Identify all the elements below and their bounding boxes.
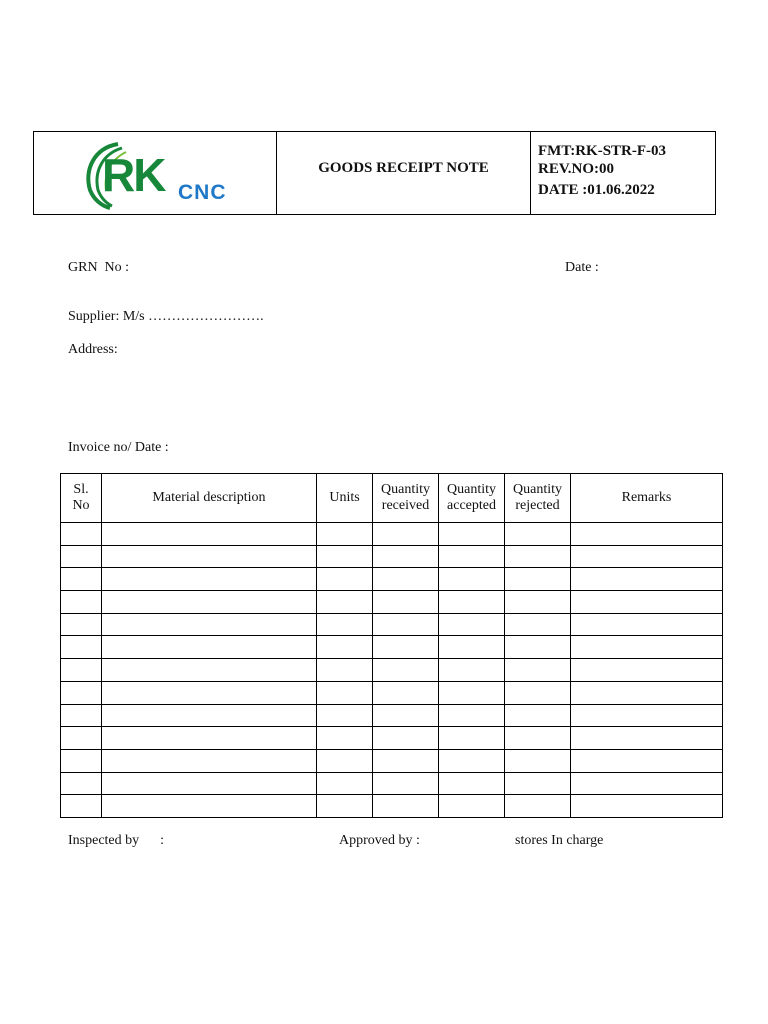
company-logo: [80, 140, 250, 210]
table-cell[interactable]: [102, 568, 317, 591]
table-cell[interactable]: [505, 545, 571, 568]
table-cell[interactable]: [373, 568, 439, 591]
col-units: Units: [317, 474, 373, 523]
table-cell[interactable]: [317, 727, 373, 750]
logo-sub-text: CNC: [178, 181, 227, 204]
table-cell[interactable]: [373, 681, 439, 704]
table-cell[interactable]: [439, 568, 505, 591]
stores-in-charge-label: stores In charge: [515, 833, 604, 848]
col-remarks: Remarks: [571, 474, 723, 523]
table-cell[interactable]: [317, 568, 373, 591]
table-row: [61, 659, 723, 682]
table-cell[interactable]: [439, 636, 505, 659]
table-cell[interactable]: [61, 772, 102, 795]
table-cell[interactable]: [102, 636, 317, 659]
document-meta: [531, 132, 715, 214]
table-row: [61, 727, 723, 750]
table-row: [61, 591, 723, 614]
table-cell[interactable]: [571, 681, 723, 704]
table-cell[interactable]: [439, 591, 505, 614]
format-number: FMT:RK-STR-F-03: [538, 143, 667, 159]
table-cell[interactable]: [439, 795, 505, 818]
table-cell[interactable]: [61, 636, 102, 659]
table-cell[interactable]: [61, 545, 102, 568]
table-cell[interactable]: [571, 749, 723, 772]
table-cell[interactable]: [505, 591, 571, 614]
table-cell[interactable]: [439, 749, 505, 772]
table-cell[interactable]: [373, 545, 439, 568]
table-cell[interactable]: [505, 772, 571, 795]
table-cell[interactable]: [439, 681, 505, 704]
document-title: GOODS RECEIPT NOTE: [318, 160, 489, 176]
table-cell[interactable]: [571, 591, 723, 614]
table-cell[interactable]: [317, 523, 373, 546]
table-body: [61, 523, 723, 818]
table-cell[interactable]: [102, 613, 317, 636]
table-cell[interactable]: [505, 659, 571, 682]
table-cell[interactable]: [439, 704, 505, 727]
table-row: [61, 772, 723, 795]
logo-cell: [34, 132, 277, 214]
document-date: DATE :01.06.2022: [538, 182, 655, 198]
logo-brand-text: RK: [102, 149, 165, 201]
table-cell[interactable]: [439, 727, 505, 750]
col-quantity-accepted: Quantity accepted: [439, 474, 505, 523]
table-cell[interactable]: [373, 772, 439, 795]
table-cell[interactable]: [571, 772, 723, 795]
table-cell[interactable]: [571, 636, 723, 659]
table-cell[interactable]: [317, 636, 373, 659]
table-cell[interactable]: [61, 591, 102, 614]
table-cell[interactable]: [571, 523, 723, 546]
table-cell[interactable]: [571, 659, 723, 682]
table-cell[interactable]: [317, 749, 373, 772]
table-row: [61, 636, 723, 659]
table-cell[interactable]: [102, 727, 317, 750]
table-row: [61, 568, 723, 591]
table-cell[interactable]: [61, 795, 102, 818]
table-cell[interactable]: [571, 727, 723, 750]
table-cell[interactable]: [102, 659, 317, 682]
table-cell[interactable]: [505, 523, 571, 546]
table-row: [61, 523, 723, 546]
table-header-row: [61, 474, 723, 523]
table-row: [61, 795, 723, 818]
table-cell[interactable]: [61, 613, 102, 636]
table-cell[interactable]: [102, 523, 317, 546]
table-cell[interactable]: [102, 795, 317, 818]
table-cell[interactable]: [439, 613, 505, 636]
table-cell[interactable]: [571, 613, 723, 636]
table-cell[interactable]: [439, 523, 505, 546]
table-cell[interactable]: [61, 704, 102, 727]
table-cell[interactable]: [373, 749, 439, 772]
table-row: [61, 681, 723, 704]
table-cell[interactable]: [373, 727, 439, 750]
table-cell[interactable]: [317, 659, 373, 682]
table-cell[interactable]: [571, 795, 723, 818]
table-cell[interactable]: [61, 659, 102, 682]
table-cell[interactable]: [505, 727, 571, 750]
table-cell[interactable]: [61, 749, 102, 772]
date-label: Date :: [565, 260, 599, 275]
table-cell[interactable]: [61, 727, 102, 750]
table-cell[interactable]: [571, 704, 723, 727]
table-cell[interactable]: [373, 636, 439, 659]
table-cell[interactable]: [102, 681, 317, 704]
table-cell[interactable]: [317, 613, 373, 636]
table-cell[interactable]: [102, 749, 317, 772]
table-cell[interactable]: [373, 795, 439, 818]
table-cell[interactable]: [439, 545, 505, 568]
table-cell[interactable]: [102, 545, 317, 568]
table-cell[interactable]: [505, 681, 571, 704]
table-cell[interactable]: [505, 636, 571, 659]
supplier-label: Supplier: M/s …………………….: [68, 309, 264, 324]
inspected-by-label: Inspected by :: [68, 833, 165, 848]
table-cell[interactable]: [505, 704, 571, 727]
title-cell: [277, 132, 531, 214]
table-cell[interactable]: [102, 591, 317, 614]
table-row: [61, 545, 723, 568]
col-quantity-received: Quantity received: [373, 474, 439, 523]
table-cell[interactable]: [373, 704, 439, 727]
table-cell[interactable]: [571, 545, 723, 568]
table-cell[interactable]: [505, 568, 571, 591]
col-sl-no: Sl. No: [61, 474, 102, 523]
table-row: [61, 613, 723, 636]
table-cell[interactable]: [317, 772, 373, 795]
table-cell[interactable]: [505, 749, 571, 772]
table-cell[interactable]: [505, 613, 571, 636]
approved-by-label: Approved by :: [339, 833, 420, 848]
table-cell[interactable]: [61, 523, 102, 546]
table-row: [61, 749, 723, 772]
goods-table: [60, 473, 723, 818]
invoice-label: Invoice no/ Date :: [68, 440, 169, 455]
table-cell[interactable]: [373, 523, 439, 546]
revision-number: REV.NO:00: [538, 161, 614, 177]
table-cell[interactable]: [373, 613, 439, 636]
table-cell[interactable]: [61, 681, 102, 704]
table-cell[interactable]: [317, 681, 373, 704]
table-cell[interactable]: [439, 659, 505, 682]
table-cell[interactable]: [571, 568, 723, 591]
table-cell[interactable]: [439, 772, 505, 795]
table-cell[interactable]: [102, 704, 317, 727]
document-header: [33, 131, 716, 215]
table-cell[interactable]: [317, 704, 373, 727]
table-cell[interactable]: [61, 568, 102, 591]
table-cell[interactable]: [102, 772, 317, 795]
col-material-description: Material description: [102, 474, 317, 523]
col-quantity-rejected: Quantity rejected: [505, 474, 571, 523]
table-row: [61, 704, 723, 727]
table-cell[interactable]: [505, 795, 571, 818]
table-cell[interactable]: [317, 545, 373, 568]
table-cell[interactable]: [317, 591, 373, 614]
address-label: Address:: [68, 342, 118, 357]
table-cell[interactable]: [373, 659, 439, 682]
table-cell[interactable]: [317, 795, 373, 818]
table-cell[interactable]: [373, 591, 439, 614]
grn-number-label: GRN No :: [68, 260, 130, 275]
